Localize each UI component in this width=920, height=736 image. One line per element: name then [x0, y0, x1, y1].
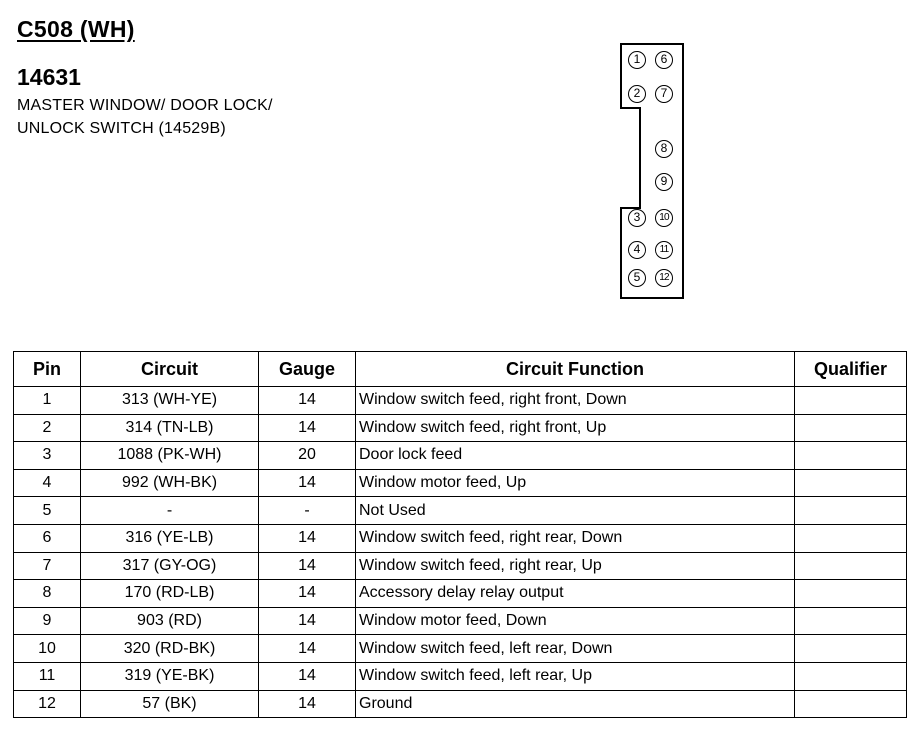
pin-cell: 3 — [14, 442, 81, 470]
pin-3-marker: 3 — [628, 209, 646, 227]
circuit-cell: - — [81, 497, 259, 525]
circuit-cell: 1088 (PK-WH) — [81, 442, 259, 470]
qualifier-cell — [795, 497, 907, 525]
connector-face-diagram — [620, 43, 684, 299]
gauge-cell: 14 — [259, 524, 356, 552]
pin-cell: 2 — [14, 414, 81, 442]
qualifier-cell — [795, 387, 907, 415]
gauge-cell: 14 — [259, 469, 356, 497]
qualifier-cell — [795, 607, 907, 635]
circuit-cell: 317 (GY-OG) — [81, 552, 259, 580]
pin-cell: 11 — [14, 662, 81, 690]
qualifier-cell — [795, 469, 907, 497]
pin-cell: 1 — [14, 387, 81, 415]
column-header-circuit-function: Circuit Function — [356, 352, 795, 387]
gauge-cell: 20 — [259, 442, 356, 470]
table-row — [14, 635, 907, 663]
function-cell: Window switch feed, right front, Up — [356, 414, 795, 442]
pin-10-marker: 10 — [655, 209, 673, 227]
circuit-cell: 320 (RD-BK) — [81, 635, 259, 663]
pin-cell: 4 — [14, 469, 81, 497]
function-cell: Window motor feed, Up — [356, 469, 795, 497]
table-row — [14, 662, 907, 690]
table-row — [14, 469, 907, 497]
circuit-cell: 57 (BK) — [81, 690, 259, 718]
qualifier-cell — [795, 442, 907, 470]
pin-1-marker: 1 — [628, 51, 646, 69]
pin-2-marker: 2 — [628, 85, 646, 103]
qualifier-cell — [795, 580, 907, 608]
gauge-cell: 14 — [259, 387, 356, 415]
function-cell: Not Used — [356, 497, 795, 525]
table-row — [14, 497, 907, 525]
column-header-circuit: Circuit — [81, 352, 259, 387]
table-row — [14, 414, 907, 442]
qualifier-cell — [795, 662, 907, 690]
column-header-pin: Pin — [14, 352, 81, 387]
table-row — [14, 524, 907, 552]
pin-cell: 6 — [14, 524, 81, 552]
pin-circuit-table — [13, 351, 907, 718]
function-cell: Window switch feed, right rear, Up — [356, 552, 795, 580]
gauge-cell: 14 — [259, 662, 356, 690]
description-line-2: UNLOCK SWITCH (14529B) — [17, 120, 226, 137]
gauge-cell: 14 — [259, 580, 356, 608]
pin-11-marker: 11 — [655, 241, 673, 259]
qualifier-cell — [795, 414, 907, 442]
qualifier-cell — [795, 552, 907, 580]
pin-9-marker: 9 — [655, 173, 673, 191]
pin-5-marker: 5 — [628, 269, 646, 287]
connector-outline — [620, 43, 684, 299]
function-cell: Accessory delay relay output — [356, 580, 795, 608]
column-header-qualifier: Qualifier — [795, 352, 907, 387]
gauge-cell: 14 — [259, 635, 356, 663]
pin-7-marker: 7 — [655, 85, 673, 103]
qualifier-cell — [795, 635, 907, 663]
function-cell: Door lock feed — [356, 442, 795, 470]
table-row — [14, 580, 907, 608]
table-row — [14, 607, 907, 635]
column-header-gauge: Gauge — [259, 352, 356, 387]
circuit-cell: 314 (TN-LB) — [81, 414, 259, 442]
description-line-1: MASTER WINDOW/ DOOR LOCK/ — [17, 97, 273, 114]
gauge-cell: 14 — [259, 607, 356, 635]
circuit-cell: 170 (RD-LB) — [81, 580, 259, 608]
table-row — [14, 552, 907, 580]
gauge-cell: 14 — [259, 552, 356, 580]
pin-cell: 7 — [14, 552, 81, 580]
table-row — [14, 387, 907, 415]
pin-4-marker: 4 — [628, 241, 646, 259]
qualifier-cell — [795, 690, 907, 718]
function-cell: Ground — [356, 690, 795, 718]
gauge-cell: 14 — [259, 690, 356, 718]
function-cell: Window switch feed, left rear, Down — [356, 635, 795, 663]
circuit-cell: 903 (RD) — [81, 607, 259, 635]
pin-cell: 9 — [14, 607, 81, 635]
pin-cell: 10 — [14, 635, 81, 663]
function-cell: Window switch feed, right rear, Down — [356, 524, 795, 552]
circuit-cell: 316 (YE-LB) — [81, 524, 259, 552]
table-header-row — [14, 352, 907, 387]
pin-12-marker: 12 — [655, 269, 673, 287]
pin-6-marker: 6 — [655, 51, 673, 69]
function-cell: Window motor feed, Down — [356, 607, 795, 635]
pin-cell: 5 — [14, 497, 81, 525]
gauge-cell: 14 — [259, 414, 356, 442]
function-cell: Window switch feed, left rear, Up — [356, 662, 795, 690]
pin-8-marker: 8 — [655, 140, 673, 158]
table-row — [14, 442, 907, 470]
pin-cell: 8 — [14, 580, 81, 608]
pin-cell: 12 — [14, 690, 81, 718]
gauge-cell: - — [259, 497, 356, 525]
part-number: 14631 — [17, 64, 81, 90]
connector-id-title: C508 (WH) — [17, 16, 135, 42]
circuit-cell: 992 (WH-BK) — [81, 469, 259, 497]
qualifier-cell — [795, 524, 907, 552]
table-row — [14, 690, 907, 718]
function-cell: Window switch feed, right front, Down — [356, 387, 795, 415]
circuit-cell: 319 (YE-BK) — [81, 662, 259, 690]
circuit-cell: 313 (WH-YE) — [81, 387, 259, 415]
